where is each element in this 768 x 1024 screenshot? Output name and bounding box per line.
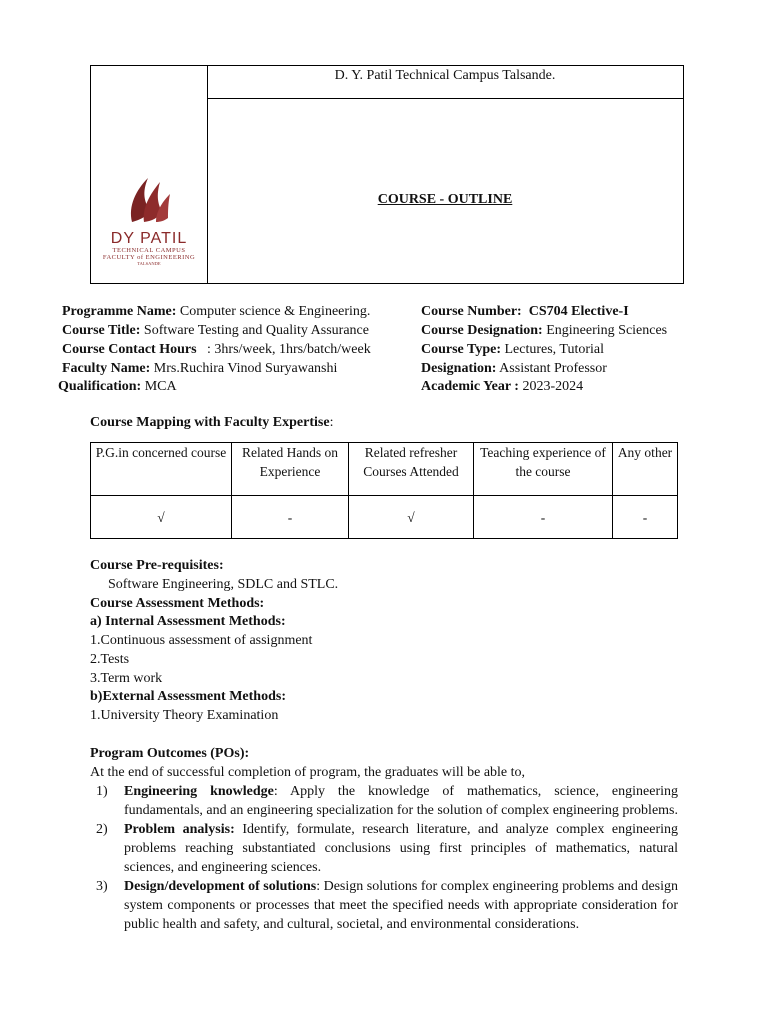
course-type: Course Type: Lectures, Tutorial	[421, 342, 605, 357]
header-cell: Teaching experience of the course	[474, 443, 613, 496]
po-item	[90, 820, 678, 877]
table-header-row	[91, 443, 678, 496]
course-title: Course Title: Software Testing and Quality Assurance	[62, 323, 369, 338]
list-item: 1.Continuous assessment of assignment	[90, 633, 313, 648]
table-cell: -	[613, 496, 678, 539]
table-cell: -	[232, 496, 349, 539]
header-box	[90, 65, 684, 284]
course-contact-hours: Course Contact Hours : 3hrs/week, 1hrs/batch/week	[62, 342, 371, 357]
header-divider-horizontal	[207, 98, 683, 99]
faculty-name: Faculty Name: Mrs.Ruchira Vinod Suryawanshi	[62, 361, 338, 376]
academic-year: Academic Year : 2023-2024	[421, 379, 584, 394]
logo-line-2: FACULTY of ENGINEERING	[102, 254, 196, 261]
list-item: 2.Tests	[90, 652, 130, 667]
table-cell: √	[91, 496, 232, 539]
course-designation: Course Designation: Engineering Sciences	[421, 323, 668, 338]
faculty-expertise-table	[90, 442, 678, 539]
po-text: Engineering knowledge: Apply the knowledge of mathematics, science, engineering fundamentals, and an engineering specialization for the solution of complex engineering problems.	[124, 784, 678, 818]
internal-assessment-heading: a) Internal Assessment Methods:	[90, 614, 286, 629]
logo-line-3: TALSANDE	[137, 261, 161, 266]
table-cell: √	[349, 496, 474, 539]
po-text: Problem analysis: Identify, formulate, research literature, and analyze complex engineering problems reaching substantiated conclusions using first principles of mathematics, natural sciences, and engineering sciences.	[124, 822, 678, 875]
header-cell: P.G.in concerned course	[91, 443, 232, 496]
external-assessment-heading: b)External Assessment Methods:	[90, 689, 286, 704]
programme-name: Programme Name: Computer science & Engineering.	[62, 304, 371, 319]
assessment-heading: Course Assessment Methods:	[90, 596, 265, 611]
po-list	[90, 782, 678, 934]
list-item: 3.Term work	[90, 671, 163, 686]
table-row	[91, 496, 678, 539]
qualification: Qualification: MCA	[58, 379, 177, 394]
college-name: D. Y. Patil Technical Campus Talsande.	[334, 68, 556, 83]
logo-flame-icon	[126, 172, 172, 224]
table-cell: -	[474, 496, 613, 539]
logo-name: DY PATIL	[110, 230, 188, 247]
college-logo	[97, 172, 201, 267]
prereq-heading: Course Pre-requisites:	[90, 558, 224, 573]
po-number: 1)	[96, 784, 108, 799]
document-title: COURSE - OUTLINE	[377, 192, 513, 207]
logo-line-1: TECHNICAL CAMPUS	[112, 247, 186, 254]
header-cell: Related refresher Courses Attended	[349, 443, 474, 496]
prereq-text: Software Engineering, SDLC and STLC.	[108, 577, 339, 592]
po-number: 3)	[96, 879, 108, 894]
list-item: 1.University Theory Examination	[90, 708, 279, 723]
po-intro: At the end of successful completion of program, the graduates will be able to,	[90, 765, 526, 780]
po-item	[90, 877, 678, 934]
po-item	[90, 782, 678, 820]
course-number: Course Number: CS704 Elective-I	[421, 304, 629, 319]
header-cell: Related Hands on Experience	[232, 443, 349, 496]
header-cell: Any other	[613, 443, 678, 496]
po-heading: Program Outcomes (POs):	[90, 746, 250, 761]
po-number: 2)	[96, 822, 108, 837]
faculty-designation: Designation: Assistant Professor	[421, 361, 607, 376]
mapping-title: Course Mapping with Faculty Expertise:	[90, 415, 334, 430]
po-text: Design/development of solutions: Design solutions for complex engineering problems and design system components or processes that meet the specified needs with appropriate consideration for public health and safety, and cultural, societal, and environmental considerations.	[124, 879, 679, 932]
